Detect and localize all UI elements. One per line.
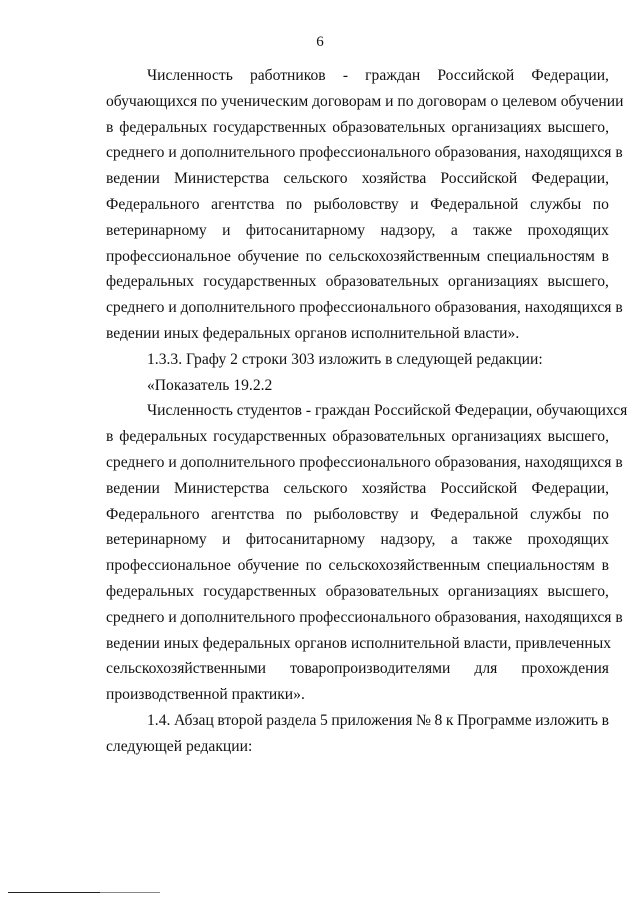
word: сельскохозяйственными — [106, 660, 267, 678]
word: федеральных — [119, 428, 208, 446]
word: Федерации, — [531, 170, 609, 188]
word: ведении — [106, 170, 160, 188]
word: Министерства — [174, 479, 270, 497]
word: образовательных — [332, 118, 446, 136]
word: рыболовству — [313, 195, 399, 213]
word: Федеральной — [430, 505, 519, 523]
word: товаропроизводителями — [290, 660, 451, 678]
word: прохождения — [521, 660, 609, 678]
text-line — [106, 89, 624, 115]
word: в — [106, 428, 114, 446]
word: Министерства — [174, 170, 270, 188]
text-line — [106, 527, 609, 553]
word: по — [305, 247, 322, 265]
word: Федерации, — [531, 479, 609, 497]
text-line — [106, 321, 609, 347]
word: агентства — [211, 195, 275, 213]
word: № — [416, 711, 431, 729]
word: 1.4. — [147, 711, 171, 729]
document-body — [106, 63, 628, 760]
text-line — [106, 605, 623, 631]
text-line — [106, 708, 609, 734]
paragraph-2 — [106, 398, 628, 708]
word: ветеринарному — [106, 221, 207, 239]
word: Российской — [440, 170, 518, 188]
word: и — [222, 531, 231, 549]
word: агентства — [211, 505, 275, 523]
word: по — [305, 557, 322, 575]
word: ведении — [106, 479, 160, 497]
word: среднего и дополнительного профессионального образования, находящихся в — [106, 144, 623, 162]
word: ветеринарному — [106, 531, 207, 549]
word: ведении иных федеральных органов исполнительной власти». — [106, 324, 520, 342]
word: также — [473, 221, 513, 239]
word: Федеральной — [430, 195, 519, 213]
word: государственных — [213, 118, 327, 136]
word: среднего и дополнительного профессионального образования, находящихся в — [106, 453, 623, 471]
indicator-title: «Показатель 19.2.2 — [147, 376, 273, 394]
word: профессиональное — [106, 247, 231, 265]
word: Численность студентов - граждан Российской Федерации, обучающихся — [147, 402, 628, 420]
word: и — [222, 221, 231, 239]
word: следующей редакции: — [106, 737, 253, 755]
word: также — [473, 531, 513, 549]
word: надзору, — [380, 531, 436, 549]
word: службы — [529, 195, 582, 213]
text-line — [106, 553, 609, 579]
word: Федерального — [106, 505, 200, 523]
word: Программе — [457, 711, 532, 729]
word: в — [601, 711, 609, 729]
text-line — [106, 218, 609, 244]
word: Российской — [437, 67, 515, 84]
text-line — [106, 502, 609, 528]
paragraph-item-1-3-3 — [106, 347, 609, 373]
item-1-3-3-text: 1.3.3. Графу 2 строки 303 изложить в следующей редакции: — [147, 350, 543, 368]
word: работников — [249, 67, 326, 84]
word: организациях — [451, 118, 542, 136]
word: проходящих — [527, 531, 609, 549]
word: - — [342, 67, 349, 84]
word: Федерального — [106, 195, 200, 213]
word: государственных — [203, 273, 317, 291]
word: образовательных — [325, 582, 439, 600]
word: Федерации, — [531, 67, 609, 84]
word: граждан — [365, 67, 421, 84]
word: сельского — [283, 170, 348, 188]
word: сельскохозяйственным — [328, 557, 481, 575]
text-line — [106, 166, 609, 192]
footer-rule-faint — [100, 892, 160, 893]
word: в — [601, 247, 609, 265]
word: высшего, — [547, 118, 609, 136]
word: фитосанитарному — [245, 531, 366, 549]
text-line — [106, 734, 609, 760]
word: федеральных — [106, 273, 195, 291]
word: сельскохозяйственным — [328, 247, 481, 265]
word: специальностям — [486, 557, 595, 575]
word: образовательных — [325, 273, 439, 291]
word: а — [450, 531, 458, 549]
word: государственных — [203, 582, 317, 600]
word: 5 — [320, 711, 328, 729]
text-line — [106, 192, 609, 218]
word: надзору, — [380, 221, 436, 239]
word: к — [445, 711, 454, 729]
word: высшего, — [547, 273, 609, 291]
word: и — [410, 195, 419, 213]
word: среднего и дополнительного профессионального образования, находящихся в — [106, 299, 623, 317]
word: в — [106, 118, 114, 136]
word: фитосанитарному — [245, 221, 366, 239]
word: обучение — [237, 557, 299, 575]
word: проходящих — [527, 221, 609, 239]
text-line — [106, 140, 623, 166]
word: в — [601, 557, 609, 575]
text-line — [106, 295, 623, 321]
word: федеральных — [106, 582, 195, 600]
word: по — [285, 195, 303, 213]
word: по — [285, 505, 303, 523]
text-line — [106, 682, 609, 708]
word: сельского — [283, 479, 348, 497]
text-line — [106, 579, 609, 605]
word: высшего, — [547, 428, 609, 446]
word: хозяйства — [361, 479, 427, 497]
word: обучение — [237, 247, 299, 265]
word: изложить — [535, 711, 598, 729]
word: организациях — [448, 273, 539, 291]
word: а — [450, 221, 458, 239]
word: по — [592, 505, 609, 523]
text-line — [106, 476, 609, 502]
word: среднего и дополнительного профессионального образования, находящихся в — [106, 608, 623, 626]
footer-rule — [8, 892, 100, 893]
paragraph-item-1-4 — [106, 708, 609, 760]
word: 8 — [434, 711, 443, 729]
word: Численность — [147, 67, 233, 84]
word: приложения — [331, 711, 413, 729]
paragraph-1 — [106, 63, 624, 347]
word: Абзац — [173, 711, 214, 729]
word: организациях — [448, 582, 539, 600]
word: профессиональное — [106, 557, 231, 575]
word: организациях — [451, 428, 542, 446]
word: Российской — [440, 479, 518, 497]
text-line — [106, 424, 609, 450]
paragraph-indicator — [106, 373, 609, 399]
word: рыболовству — [313, 505, 399, 523]
word: ведении иных федеральных органов исполнительной власти, привлеченных — [106, 634, 612, 652]
word: образовательных — [332, 428, 446, 446]
word: обучающихся по ученическим договорам и по договорам о целевом обучении — [106, 92, 624, 110]
text-line — [106, 269, 609, 295]
word: хозяйства — [361, 170, 427, 188]
word: для — [474, 660, 498, 678]
text-line — [106, 398, 628, 424]
word: и — [410, 505, 419, 523]
text-line — [106, 63, 609, 89]
page-number: 6 — [316, 34, 324, 50]
word: по — [592, 195, 609, 213]
word: раздела — [266, 711, 317, 729]
word: службы — [529, 505, 582, 523]
text-line — [106, 656, 609, 682]
word: специальностям — [486, 247, 595, 265]
text-line — [106, 244, 609, 270]
word: государственных — [213, 428, 327, 446]
text-line — [106, 115, 609, 141]
word: федеральных — [119, 118, 208, 136]
text-line — [106, 631, 612, 657]
word: второй — [217, 711, 263, 729]
word: высшего, — [547, 582, 609, 600]
text-line — [106, 450, 623, 476]
word: производственной практики». — [106, 686, 305, 704]
